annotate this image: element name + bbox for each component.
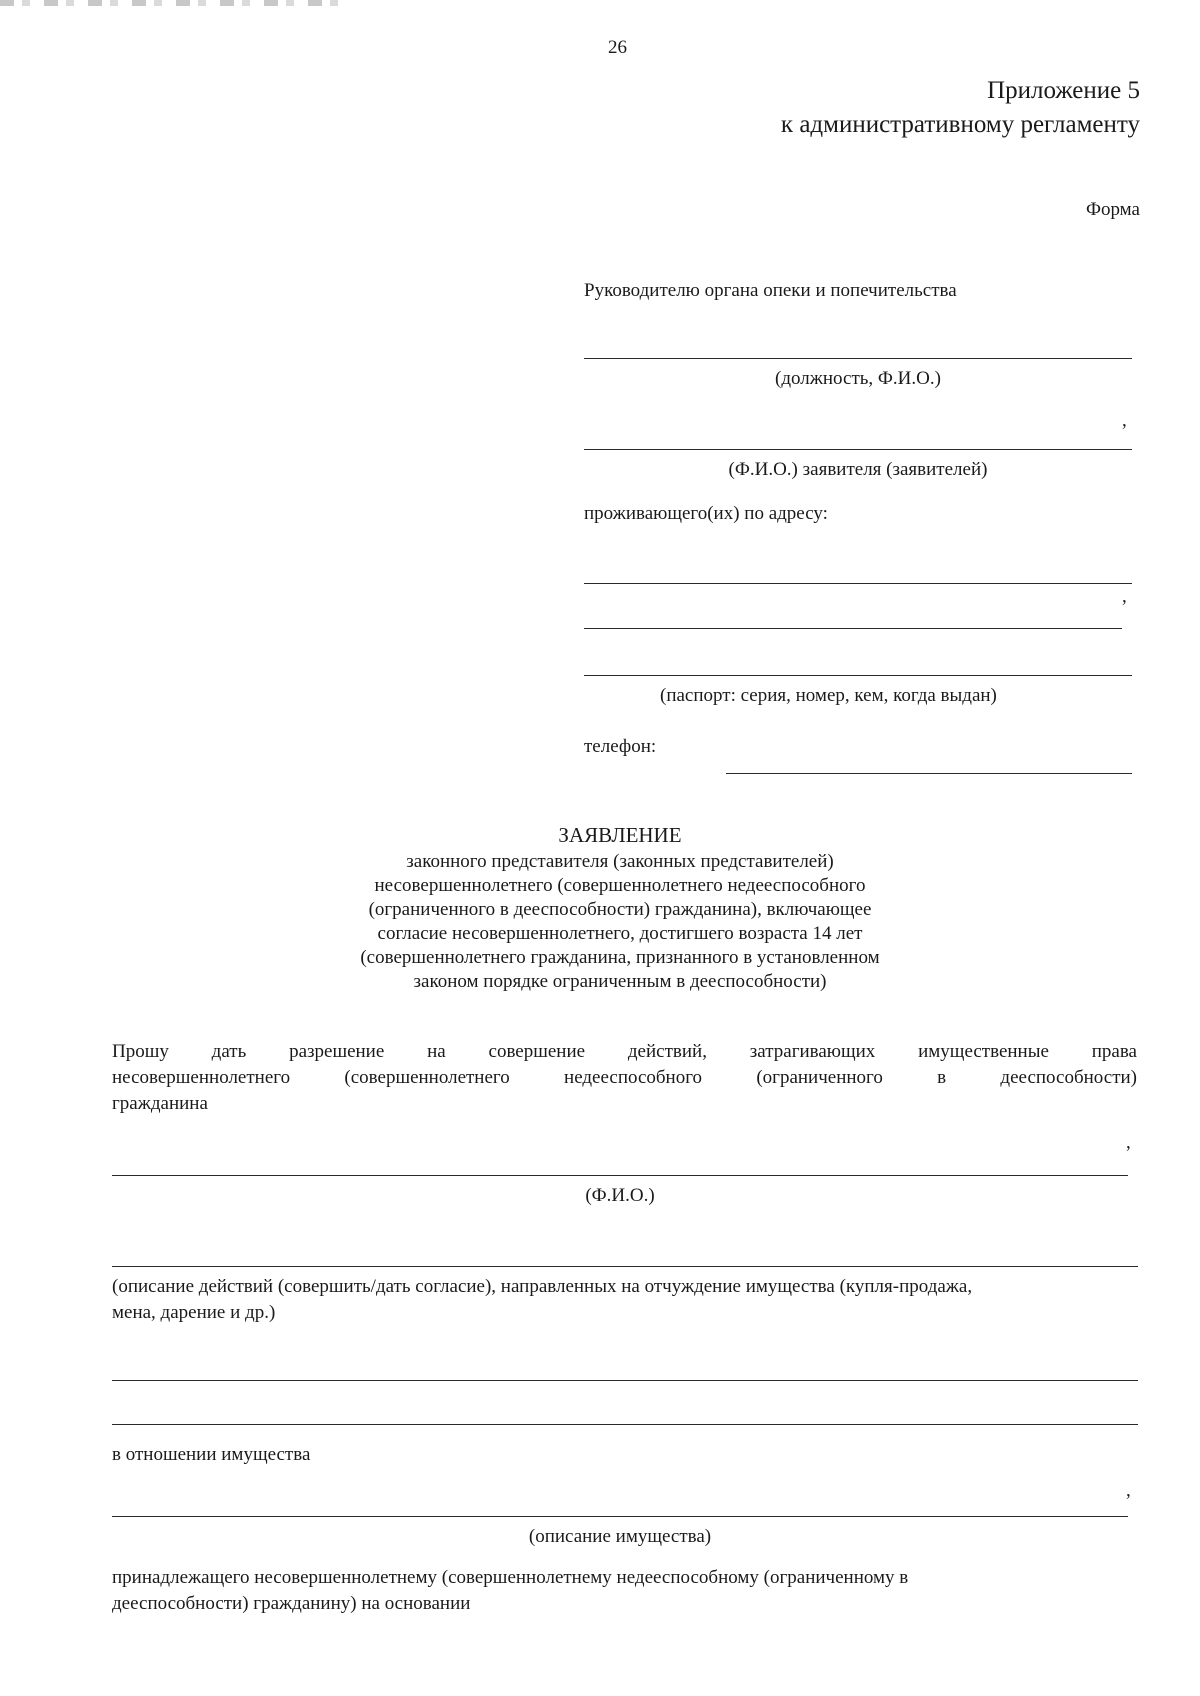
property-field-line[interactable]: [112, 1516, 1128, 1517]
applicant-caption: (Ф.И.О.) заявителя (заявителей): [728, 459, 988, 480]
position-caption: (должность, Ф.И.О.): [775, 368, 941, 389]
comma-mark: ,: [1122, 410, 1127, 431]
passport-caption: (паспорт: серия, номер, кем, когда выдан): [660, 685, 997, 706]
actions-field-line[interactable]: [112, 1266, 1138, 1267]
request-line-3: гражданина: [112, 1093, 208, 1114]
subtitle-line: несовершеннолетнего (совершеннолетнего недееспособного: [374, 875, 866, 896]
subtitle-line: согласие несовершеннолетнего, достигшего возраста 14 лет: [377, 923, 863, 944]
statement-subtitle: [0, 850, 1200, 994]
appendix-heading: Приложение 5: [987, 77, 1140, 104]
belonging-line-2: дееспособности) гражданину) на основании: [112, 1593, 471, 1614]
position-field-line[interactable]: [584, 358, 1132, 359]
phone-field-line[interactable]: [726, 773, 1132, 774]
request-line-1: Прошу дать разрешение на совершение действий, затрагивающих имущественные права: [112, 1041, 1137, 1062]
request-line-2: несовершеннолетнего (совершеннолетнего недееспособного (ограниченного в дееспособности): [112, 1067, 1137, 1088]
page-number: 26: [608, 37, 627, 58]
passport-field-line[interactable]: [584, 675, 1132, 676]
actions-extra-line-2[interactable]: [112, 1424, 1138, 1425]
citizen-fio-field-line[interactable]: [112, 1175, 1128, 1176]
addressee-line: Руководителю органа опеки и попечительства: [584, 280, 957, 301]
subtitle-line: (ограниченного в дееспособности) гражданина), включающее: [368, 899, 872, 920]
comma-mark: ,: [1126, 1480, 1131, 1501]
applicant-field-line[interactable]: [584, 449, 1132, 450]
address-field-line-1[interactable]: [584, 583, 1132, 584]
actions-extra-line-1[interactable]: [112, 1380, 1138, 1381]
subtitle-line: (совершеннолетнего гражданина, признанного в установленном: [360, 947, 880, 968]
scan-artifact: [0, 0, 340, 6]
statement-title: ЗАЯВЛЕНИЕ: [558, 823, 682, 847]
comma-mark: ,: [1122, 586, 1127, 607]
belonging-line-1: принадлежащего несовершеннолетнему (совершеннолетнему недееспособному (ограниченному в: [112, 1567, 909, 1588]
address-field-line-2[interactable]: [584, 628, 1122, 629]
actions-caption-line-1: (описание действий (совершить/дать согласие), направленных на отчуждение имущества (купля-продажа,: [112, 1276, 973, 1297]
property-label: в отношении имущества: [112, 1444, 311, 1465]
subtitle-line: законного представителя (законных представителей): [406, 851, 834, 872]
phone-label: телефон:: [584, 736, 657, 757]
actions-caption-line-2: мена, дарение и др.): [112, 1302, 276, 1323]
comma-mark: ,: [1126, 1132, 1131, 1153]
form-label: Форма: [1085, 199, 1140, 220]
subtitle-line: законом порядке ограниченным в дееспособности): [413, 971, 827, 992]
fio-caption: (Ф.И.О.): [585, 1185, 655, 1206]
property-caption: (описание имущества): [528, 1526, 712, 1547]
residing-label: проживающего(их) по адресу:: [584, 503, 828, 524]
regulation-heading: к административному регламенту: [780, 111, 1140, 138]
